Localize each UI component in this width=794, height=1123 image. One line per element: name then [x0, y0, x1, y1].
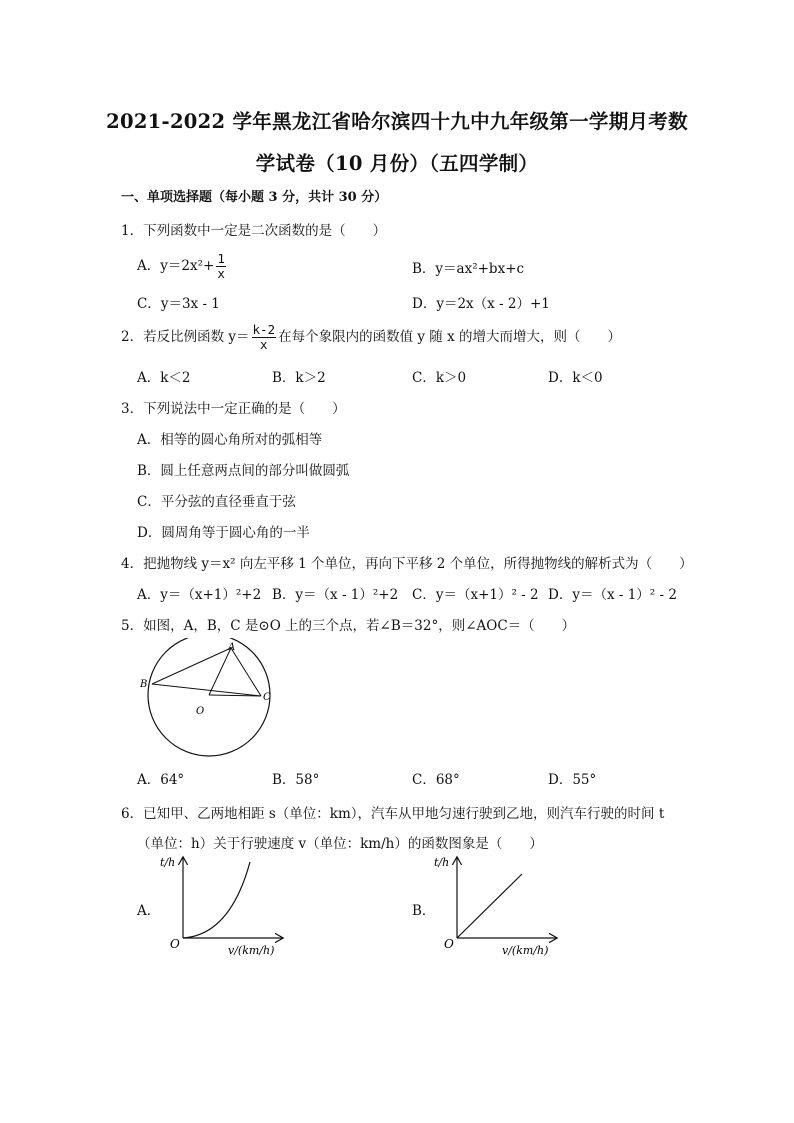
option-a-prefix: A．y＝2x²+ [137, 258, 215, 274]
question-2-option-c: C．k＞0 [412, 370, 467, 386]
question-6-line2: （单位：h）关于行驶速度 v（单位：km/h）的函数图象是（ ） [137, 836, 543, 852]
point-label-c: C [263, 692, 271, 703]
graph-line [457, 874, 522, 938]
question-5-option-a: A．64° [137, 772, 185, 788]
question-6-line1: 6．已知甲、乙两地相距 s（单位：km），汽车从甲地匀速行驶到乙地，则汽车行驶的时间 t [121, 806, 665, 822]
origin-label: O [444, 937, 454, 951]
question-6-option-a-label: A． [137, 903, 161, 919]
question-2-suffix: 在每个象限内的函数值 y 随 x 的增大而增大，则（ ） [278, 329, 621, 345]
y-axis-label: t/h [160, 856, 176, 869]
circle-diagram [130, 638, 280, 760]
question-1-option-d: D．y＝2x（x - 2）+1 [412, 296, 550, 312]
question-5-option-d: D．55° [548, 772, 597, 788]
section-heading: 一、单项选择题（每小题 3 分，共计 30 分） [121, 190, 388, 205]
x-axis-label: v/(km/h) [228, 944, 275, 957]
exam-title-line1: 2021-2022 学年黑龙江省哈尔滨四十九中九年级第一学期月考数 [106, 110, 688, 133]
question-2-option-b: B．k＞2 [272, 370, 326, 386]
fraction-numerator: k-2 [252, 322, 276, 337]
fraction-denominator: x [260, 337, 268, 352]
fraction-numerator: 1 [217, 251, 225, 266]
chord-bc [152, 684, 261, 696]
fraction-denominator: x [217, 266, 225, 281]
x-axis-label: v/(km/h) [502, 944, 549, 957]
question-4-option-b: B．y＝（x - 1）²+2 [272, 587, 399, 603]
question-2-stem [121, 323, 621, 352]
question-5-stem: 5．如图，A，B，C 是⊙O 上的三个点，若∠B＝32°，则∠AOC＝（ ） [121, 618, 576, 634]
fraction [216, 252, 226, 281]
question-5-option-c: C．68° [412, 772, 460, 788]
origin-label: O [170, 937, 180, 951]
question-2-option-a: A．k＜2 [137, 370, 191, 386]
graph-option-a [150, 850, 290, 960]
chord-ac [231, 648, 261, 696]
question-2-prefix: 2．若反比例函数 y＝ [121, 329, 250, 345]
question-2-option-d: D．k＜0 [548, 370, 603, 386]
point-label-b: B [140, 679, 148, 690]
question-4-option-a: A．y＝（x+1）²+2 [137, 587, 262, 603]
point-label-o: O [196, 706, 205, 717]
question-1-option-c: C．y＝3x - 1 [137, 296, 220, 312]
question-1-option-b: B．y＝ax²+bx+c [412, 261, 525, 277]
question-4-stem: 4．把抛物线 y＝x² 向左平移 1 个单位，再向下平移 2 个单位，所得抛物线的解析式为（ ） [121, 556, 693, 572]
question-3-option-d: D．圆周角等于圆心角的一半 [137, 525, 310, 541]
question-1-stem: 1．下列函数中一定是二次函数的是（ ） [121, 223, 387, 239]
question-4-option-d: D．y＝（x - 1）² - 2 [548, 587, 677, 603]
question-3-option-c: C．平分弦的直径垂直于弦 [137, 494, 296, 510]
graph-curve [183, 862, 250, 938]
point-label-a: A [228, 642, 236, 653]
question-3-stem: 3．下列说法中一定正确的是（ ） [121, 401, 346, 417]
y-axis-label: t/h [434, 856, 450, 869]
question-5-option-b: B．58° [272, 772, 320, 788]
radius-oa [209, 648, 231, 695]
question-1-option-a [137, 252, 228, 281]
exam-title-line2: 学试卷（10 月份）（五四学制） [255, 152, 539, 175]
question-3-option-a: A．相等的圆心角所对的弧相等 [137, 432, 323, 448]
fraction [252, 323, 277, 352]
question-3-option-b: B．圆上任意两点间的部分叫做圆弧 [137, 463, 350, 479]
question-4-option-c: C．y＝（x+1）² - 2 [412, 587, 539, 603]
graph-option-b [424, 850, 564, 960]
question-6-option-b-label: B． [412, 903, 436, 919]
circle-o [148, 638, 270, 756]
